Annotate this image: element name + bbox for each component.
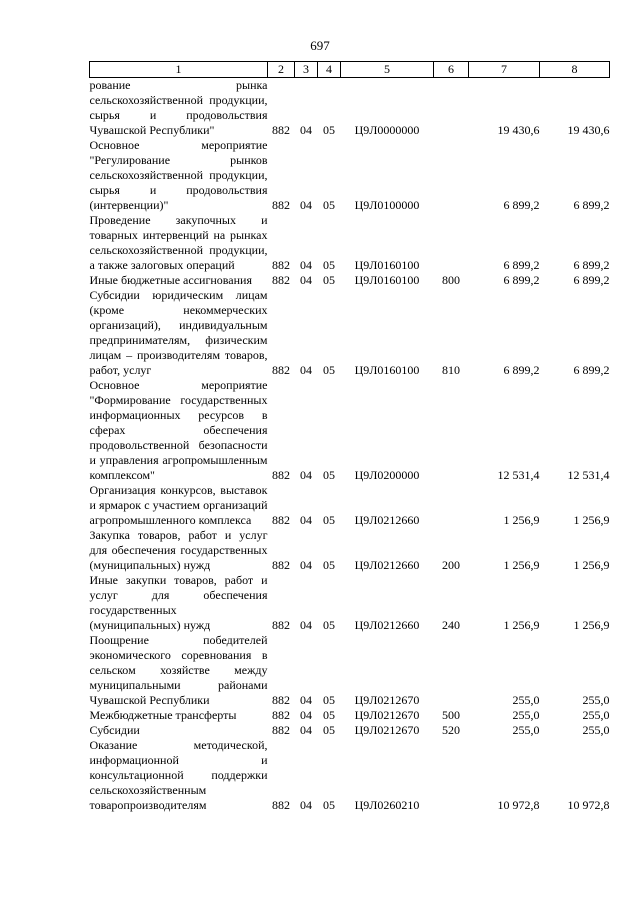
amount-col8: 12 531,4 bbox=[567, 468, 610, 482]
code-expense-type: 800 bbox=[442, 273, 460, 287]
amount-col7: 12 531,4 bbox=[497, 468, 540, 482]
code-target-article: Ц9Л0212660 bbox=[354, 558, 420, 572]
code-target-article: Ц9Л0100000 bbox=[354, 198, 420, 212]
code-ministry: 882 bbox=[272, 618, 290, 632]
code-ministry: 882 bbox=[272, 798, 290, 812]
code-expense-type bbox=[434, 78, 469, 139]
code-ministry: 882 bbox=[272, 123, 290, 137]
code-expense-type bbox=[434, 138, 469, 213]
code-subsection: 05 bbox=[323, 708, 335, 722]
code-expense-type bbox=[434, 633, 469, 708]
code-ministry: 882 bbox=[272, 198, 290, 212]
code-target-article: Ц9Л0160100 bbox=[354, 273, 420, 287]
table-row bbox=[90, 288, 610, 378]
code-ministry: 882 bbox=[272, 693, 290, 707]
code-expense-type: 520 bbox=[442, 723, 460, 737]
code-subsection: 05 bbox=[323, 558, 335, 572]
amount-col7: 19 430,6 bbox=[497, 123, 540, 137]
amount-col7: 6 899,2 bbox=[503, 258, 540, 272]
code-ministry: 882 bbox=[272, 513, 290, 527]
row-description: Иные закупки товаров, работ и услуг для обеспечения государственных (муниципальных) нужд bbox=[89, 573, 268, 632]
amount-col7: 1 256,9 bbox=[503, 558, 540, 572]
row-description: Оказание методической, информационной и консультационной поддержки сельскохозяйственным товаропроизводителям bbox=[89, 738, 268, 812]
code-target-article: Ц9Л0260210 bbox=[354, 798, 420, 812]
amount-col8: 6 899,2 bbox=[573, 258, 610, 272]
code-expense-type: 240 bbox=[442, 618, 460, 632]
code-subsection: 05 bbox=[323, 723, 335, 737]
amount-col7: 1 256,9 bbox=[503, 513, 540, 527]
amount-col7: 6 899,2 bbox=[503, 363, 540, 377]
code-subsection: 05 bbox=[323, 513, 335, 527]
code-ministry: 882 bbox=[272, 468, 290, 482]
code-section: 04 bbox=[300, 723, 312, 737]
code-target-article: Ц9Л0212670 bbox=[354, 723, 420, 737]
amount-col7: 1 256,9 bbox=[503, 618, 540, 632]
code-ministry: 882 bbox=[272, 258, 290, 272]
table-row bbox=[90, 378, 610, 483]
code-target-article: Ц9Л0200000 bbox=[354, 468, 420, 482]
table-row bbox=[90, 708, 610, 723]
code-subsection: 05 bbox=[323, 363, 335, 377]
code-subsection: 05 bbox=[323, 618, 335, 632]
table-row bbox=[90, 573, 610, 633]
amount-col7: 6 899,2 bbox=[503, 198, 540, 212]
column-header: 4 bbox=[318, 62, 341, 78]
column-header: 6 bbox=[434, 62, 469, 78]
amount-col8: 6 899,2 bbox=[573, 363, 610, 377]
row-description: Субсидии bbox=[89, 723, 140, 737]
code-section: 04 bbox=[300, 123, 312, 137]
code-target-article: Ц9Л0000000 bbox=[354, 123, 420, 137]
code-expense-type: 200 bbox=[442, 558, 460, 572]
code-target-article: Ц9Л0212670 bbox=[354, 693, 420, 707]
column-header: 2 bbox=[268, 62, 295, 78]
amount-col8: 1 256,9 bbox=[573, 558, 610, 572]
code-section: 04 bbox=[300, 363, 312, 377]
column-header: 7 bbox=[469, 62, 540, 78]
code-target-article: Ц9Л0160100 bbox=[354, 363, 420, 377]
row-description: Иные бюджетные ассигнования bbox=[89, 273, 252, 287]
amount-col7: 6 899,2 bbox=[503, 273, 540, 287]
table-row bbox=[90, 528, 610, 573]
amount-col8: 255,0 bbox=[582, 708, 610, 722]
column-header: 5 bbox=[341, 62, 434, 78]
code-subsection: 05 bbox=[323, 198, 335, 212]
code-ministry: 882 bbox=[272, 558, 290, 572]
code-ministry: 882 bbox=[272, 708, 290, 722]
row-description: Проведение закупочных и товарных интервенций на рынках сельскохозяйственной продукции, а также залоговых операций bbox=[89, 213, 268, 272]
code-section: 04 bbox=[300, 258, 312, 272]
table-row bbox=[90, 723, 610, 738]
amount-col8: 1 256,9 bbox=[573, 618, 610, 632]
code-section: 04 bbox=[300, 198, 312, 212]
code-expense-type: 810 bbox=[442, 363, 460, 377]
code-subsection: 05 bbox=[323, 273, 335, 287]
code-ministry: 882 bbox=[272, 723, 290, 737]
row-description: Межбюджетные трансферты bbox=[89, 708, 237, 722]
code-section: 04 bbox=[300, 468, 312, 482]
code-section: 04 bbox=[300, 618, 312, 632]
code-section: 04 bbox=[300, 798, 312, 812]
table-row bbox=[90, 273, 610, 288]
code-target-article: Ц9Л0212670 bbox=[354, 708, 420, 722]
code-ministry: 882 bbox=[272, 273, 290, 287]
amount-col8: 255,0 bbox=[582, 693, 610, 707]
code-expense-type bbox=[434, 213, 469, 273]
row-description: Основное мероприятие "Формирование государственных информационных ресурсов в сферах обеспечения продовольственной безопасности и управления агропромышленным комплексом" bbox=[89, 378, 268, 482]
row-description: рование рынка сельскохозяйственной продукции, сырья и продовольствия Чувашской Республики" bbox=[89, 78, 268, 137]
code-subsection: 05 bbox=[323, 468, 335, 482]
table-header-row bbox=[90, 62, 610, 78]
amount-col7: 255,0 bbox=[512, 693, 540, 707]
code-subsection: 05 bbox=[323, 258, 335, 272]
code-subsection: 05 bbox=[323, 693, 335, 707]
code-expense-type bbox=[434, 378, 469, 483]
table-row bbox=[90, 738, 610, 813]
code-section: 04 bbox=[300, 693, 312, 707]
budget-table bbox=[89, 61, 610, 813]
code-target-article: Ц9Л0212660 bbox=[354, 618, 420, 632]
amount-col8: 6 899,2 bbox=[573, 273, 610, 287]
row-description: Организация конкурсов, выставок и ярмарок с участием организаций агропромышленного комплекса bbox=[89, 483, 268, 527]
row-description: Закупка товаров, работ и услуг для обеспечения государственных (муниципальных) нужд bbox=[89, 528, 268, 572]
table-row bbox=[90, 633, 610, 708]
amount-col8: 6 899,2 bbox=[573, 198, 610, 212]
amount-col8: 10 972,8 bbox=[567, 798, 610, 812]
amount-col8: 19 430,6 bbox=[567, 123, 610, 137]
code-expense-type: 500 bbox=[442, 708, 460, 722]
code-target-article: Ц9Л0212660 bbox=[354, 513, 420, 527]
column-header: 1 bbox=[90, 62, 268, 78]
table-row bbox=[90, 138, 610, 213]
row-description: Субсидии юридическим лицам (кроме некоммерческих организаций), индивидуальным предпринимателям, физическим лицам – производителям товаров, работ, услуг bbox=[89, 288, 268, 377]
column-header: 8 bbox=[540, 62, 610, 78]
row-description: Основное мероприятие "Регулирование рынков сельскохозяйственной продукции, сырья и продовольствия (интервенции)" bbox=[89, 138, 268, 212]
page-number: 697 bbox=[310, 38, 330, 53]
row-description: Поощрение победителей экономического соревнования в сельском хозяйстве между муниципальными районами Чувашской Республики bbox=[89, 633, 268, 707]
amount-col7: 255,0 bbox=[512, 708, 540, 722]
code-subsection: 05 bbox=[323, 123, 335, 137]
amount-col8: 255,0 bbox=[582, 723, 610, 737]
code-expense-type bbox=[434, 738, 469, 813]
amount-col7: 10 972,8 bbox=[497, 798, 540, 812]
code-section: 04 bbox=[300, 273, 312, 287]
code-subsection: 05 bbox=[323, 798, 335, 812]
amount-col7: 255,0 bbox=[512, 723, 540, 737]
code-section: 04 bbox=[300, 708, 312, 722]
table-row bbox=[90, 78, 610, 139]
code-section: 04 bbox=[300, 513, 312, 527]
table-row bbox=[90, 213, 610, 273]
code-target-article: Ц9Л0160100 bbox=[354, 258, 420, 272]
amount-col8: 1 256,9 bbox=[573, 513, 610, 527]
code-ministry: 882 bbox=[272, 363, 290, 377]
code-expense-type bbox=[434, 483, 469, 528]
column-header: 3 bbox=[295, 62, 318, 78]
table-row bbox=[90, 483, 610, 528]
code-section: 04 bbox=[300, 558, 312, 572]
